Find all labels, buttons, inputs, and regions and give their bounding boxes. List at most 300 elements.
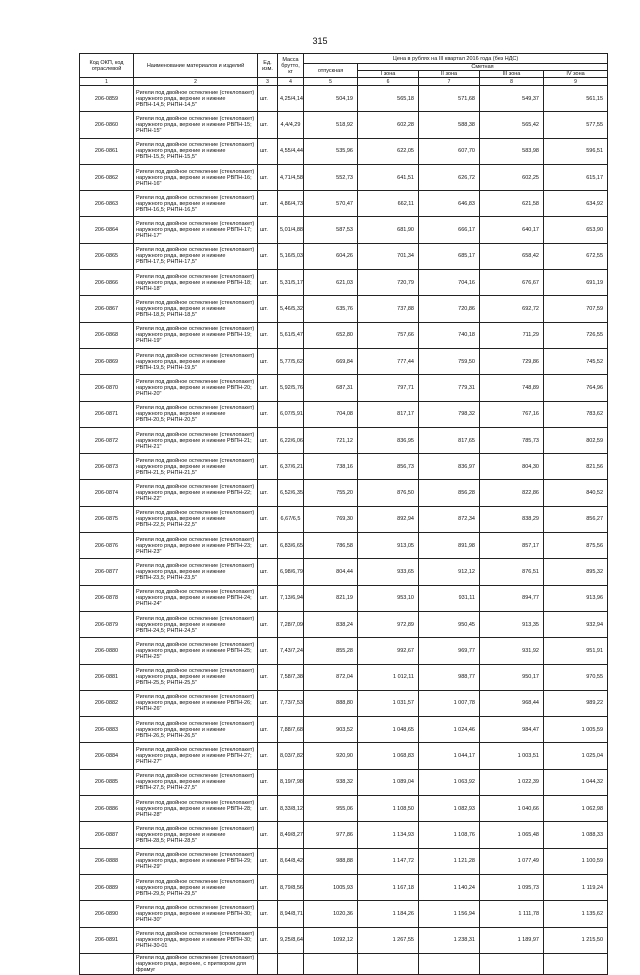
- row-mass: 8,03/7,82: [278, 743, 304, 769]
- header-estimate: Сметная: [358, 64, 608, 71]
- col-number: 5: [304, 78, 358, 86]
- table-row: [80, 690, 608, 716]
- row-release-price: 652,80: [304, 322, 358, 348]
- row-name: Ригели под двойное остекление (стеклопакет) наружного ряда, верхние и нижние РВПН-29; РНПН-29": [134, 848, 258, 874]
- row-release-price: 535,96: [304, 138, 358, 164]
- table-row: [80, 243, 608, 269]
- row-zone-1-price: 797,71: [358, 375, 419, 401]
- row-zone-2-price: 685,17: [419, 243, 480, 269]
- row-zone-4-price: 764,96: [544, 375, 608, 401]
- row-name: Ригели под двойное остекление (стеклопакет) наружного ряда, верхние и нижние РВПН-20; РНПН-20": [134, 375, 258, 401]
- row-zone-4-price: 1 100,59: [544, 848, 608, 874]
- footer-empty-cell: [258, 953, 278, 974]
- row-unit: шт.: [258, 796, 278, 822]
- row-zone-3-price: 621,58: [480, 191, 544, 217]
- row-code: 206-0859: [80, 86, 134, 112]
- row-name: Ригели под двойное остекление (стеклопакет) наружного ряда, верхние и нижние РВПН-17; РНПН-17": [134, 217, 258, 243]
- header-code: Код ОКП, код отраслевой: [80, 54, 134, 78]
- row-zone-2-price: 969,77: [419, 638, 480, 664]
- footer-empty-cell: [544, 953, 608, 974]
- row-release-price: 838,24: [304, 611, 358, 637]
- table-row: [80, 270, 608, 296]
- row-mass: 6,83/6,65: [278, 533, 304, 559]
- row-zone-4-price: 707,59: [544, 296, 608, 322]
- row-zone-2-price: 1 156,94: [419, 901, 480, 927]
- row-unit: шт.: [258, 348, 278, 374]
- row-release-price: 821,19: [304, 585, 358, 611]
- row-unit: шт.: [258, 427, 278, 453]
- row-zone-2-price: 872,34: [419, 506, 480, 532]
- row-code: 206-0876: [80, 533, 134, 559]
- row-zone-3-price: 583,98: [480, 138, 544, 164]
- row-unit: шт.: [258, 664, 278, 690]
- row-mass: 4,4/4,29: [278, 112, 304, 138]
- row-mass: 5,01/4,88: [278, 217, 304, 243]
- footer-empty-cell: [278, 953, 304, 974]
- row-release-price: 621,03: [304, 270, 358, 296]
- row-zone-1-price: 856,73: [358, 454, 419, 480]
- row-zone-4-price: 875,56: [544, 533, 608, 559]
- row-name: Ригели под двойное остекление (стеклопакет) наружного ряда, верхние и нижние РВПН-25; РНПН-25": [134, 638, 258, 664]
- header-name: Наименование материалов и изделий: [134, 54, 258, 78]
- table-row: [80, 927, 608, 953]
- header-zone-4: IV зона: [544, 71, 608, 78]
- row-unit: шт.: [258, 164, 278, 190]
- row-code: 206-0880: [80, 638, 134, 664]
- row-code: 206-0881: [80, 664, 134, 690]
- row-zone-3-price: 968,44: [480, 690, 544, 716]
- row-mass: 9,25/8,64: [278, 927, 304, 953]
- table-row: [80, 191, 608, 217]
- row-zone-1-price: 641,51: [358, 164, 419, 190]
- row-mass: 7,88/7,68: [278, 717, 304, 743]
- row-code: 206-0878: [80, 585, 134, 611]
- table-row: [80, 769, 608, 795]
- row-zone-2-price: 571,68: [419, 86, 480, 112]
- header-zone-2: II зона: [419, 71, 480, 78]
- footer-empty-cell: [304, 953, 358, 974]
- column-number-row: [80, 78, 608, 86]
- row-code: 206-0863: [80, 191, 134, 217]
- row-name: Ригели под двойное остекление (стеклопакет) наружного ряда, верхние и нижние РВПН-24; РНПН-24": [134, 585, 258, 611]
- row-zone-3-price: 767,16: [480, 401, 544, 427]
- header-zone-1: I зона: [358, 71, 419, 78]
- row-unit: шт.: [258, 480, 278, 506]
- row-zone-3-price: 658,42: [480, 243, 544, 269]
- row-release-price: 518,92: [304, 112, 358, 138]
- row-mass: 7,13/6,94: [278, 585, 304, 611]
- row-code: 206-0889: [80, 874, 134, 900]
- row-zone-2-price: 720,86: [419, 296, 480, 322]
- table-row: [80, 717, 608, 743]
- row-zone-3-price: 931,92: [480, 638, 544, 664]
- row-zone-2-price: 1 108,76: [419, 822, 480, 848]
- row-zone-1-price: 1 134,93: [358, 822, 419, 848]
- row-code: 206-0865: [80, 243, 134, 269]
- row-zone-2-price: 646,83: [419, 191, 480, 217]
- row-name: Ригели под двойное остекление (стеклопакет) наружного ряда, верхние и нижние РВПН-29,5; РНПН-29,5": [134, 874, 258, 900]
- table-row: [80, 348, 608, 374]
- row-mass: 8,64/8,42: [278, 848, 304, 874]
- row-release-price: 855,28: [304, 638, 358, 664]
- table-row: [80, 322, 608, 348]
- row-zone-2-price: 1 044,17: [419, 743, 480, 769]
- row-zone-4-price: 634,92: [544, 191, 608, 217]
- row-unit: шт.: [258, 112, 278, 138]
- row-zone-3-price: 748,89: [480, 375, 544, 401]
- row-zone-3-price: 804,30: [480, 454, 544, 480]
- row-name: Ригели под двойное остекление (стеклопакет) наружного ряда, верхние и нижние РВПН-14,5; РНПН-14,5": [134, 86, 258, 112]
- row-zone-2-price: 836,97: [419, 454, 480, 480]
- row-name: Ригели под двойное остекление (стеклопакет) наружного ряда, верхние и нижние РВПН-18,5; РНПН-18,5": [134, 296, 258, 322]
- row-zone-4-price: 1 062,98: [544, 796, 608, 822]
- row-unit: шт.: [258, 138, 278, 164]
- row-name: Ригели под двойное остекление (стеклопакет) наружного ряда, верхние и нижние РВПН-21,5; РНПН-21,5": [134, 454, 258, 480]
- row-zone-4-price: 1 215,50: [544, 927, 608, 953]
- row-zone-3-price: 950,17: [480, 664, 544, 690]
- row-zone-2-price: 1 140,24: [419, 874, 480, 900]
- row-code: 206-0877: [80, 559, 134, 585]
- row-unit: шт.: [258, 874, 278, 900]
- row-unit: шт.: [258, 638, 278, 664]
- row-mass: 7,43/7,24: [278, 638, 304, 664]
- row-zone-3-price: 1 022,39: [480, 769, 544, 795]
- header-mass: Масса брутто, кг: [278, 54, 304, 78]
- row-unit: шт.: [258, 322, 278, 348]
- row-zone-2-price: 1 082,93: [419, 796, 480, 822]
- row-name: Ригели под двойное остекление (стеклопакет) наружного ряда, верхние и нижние РВПН-20,5; РНПН-20,5": [134, 401, 258, 427]
- price-table: [79, 53, 608, 975]
- row-mass: 5,31/5,17: [278, 270, 304, 296]
- row-zone-2-price: 912,12: [419, 559, 480, 585]
- row-zone-1-price: 701,34: [358, 243, 419, 269]
- row-code: 206-0869: [80, 348, 134, 374]
- row-zone-3-price: 565,42: [480, 112, 544, 138]
- col-number: 2: [134, 78, 258, 86]
- row-zone-1-price: 953,10: [358, 585, 419, 611]
- row-mass: 6,52/6,35: [278, 480, 304, 506]
- row-unit: шт.: [258, 506, 278, 532]
- row-unit: шт.: [258, 296, 278, 322]
- row-zone-3-price: 549,37: [480, 86, 544, 112]
- row-release-price: 604,26: [304, 243, 358, 269]
- row-mass: 6,98/6,79: [278, 559, 304, 585]
- row-name: Ригели под двойное остекление (стеклопакет) наружного ряда, верхние и нижние РВПН-19; РНПН-19": [134, 322, 258, 348]
- row-release-price: 955,06: [304, 796, 358, 822]
- row-unit: шт.: [258, 769, 278, 795]
- table-row: [80, 138, 608, 164]
- row-release-price: 977,86: [304, 822, 358, 848]
- row-zone-1-price: 817,17: [358, 401, 419, 427]
- row-zone-4-price: 856,27: [544, 506, 608, 532]
- table-row: [80, 217, 608, 243]
- row-unit: шт.: [258, 533, 278, 559]
- row-zone-2-price: 1 121,28: [419, 848, 480, 874]
- footer-empty-cell: [358, 953, 419, 974]
- row-release-price: 738,16: [304, 454, 358, 480]
- row-unit: шт.: [258, 743, 278, 769]
- row-unit: шт.: [258, 927, 278, 953]
- row-release-price: 570,47: [304, 191, 358, 217]
- footer-code-cell: [80, 953, 134, 974]
- row-zone-2-price: 607,70: [419, 138, 480, 164]
- row-zone-1-price: 876,50: [358, 480, 419, 506]
- row-release-price: 769,30: [304, 506, 358, 532]
- row-name: Ригели под двойное остекление (стеклопакет) наружного ряда, верхние и нижние РВПН-22,5; РНПН-22,5": [134, 506, 258, 532]
- row-release-price: 920,90: [304, 743, 358, 769]
- table-row: [80, 296, 608, 322]
- row-zone-4-price: 1 088,33: [544, 822, 608, 848]
- table-row: [80, 454, 608, 480]
- row-name: Ригели под двойное остекление (стеклопакет) наружного ряда, верхние и нижние РВПН-27; РНПН-27": [134, 743, 258, 769]
- row-release-price: 704,08: [304, 401, 358, 427]
- row-code: 206-0886: [80, 796, 134, 822]
- row-release-price: 1092,12: [304, 927, 358, 953]
- table-row: [80, 822, 608, 848]
- row-mass: 4,86/4,73: [278, 191, 304, 217]
- row-zone-2-price: 988,77: [419, 664, 480, 690]
- row-code: 206-0891: [80, 927, 134, 953]
- row-zone-1-price: 602,28: [358, 112, 419, 138]
- row-zone-1-price: 1 068,83: [358, 743, 419, 769]
- col-number: 7: [419, 78, 480, 86]
- row-code: 206-0875: [80, 506, 134, 532]
- row-zone-1-price: 1 267,55: [358, 927, 419, 953]
- row-zone-1-price: 737,88: [358, 296, 419, 322]
- row-zone-3-price: 1 003,51: [480, 743, 544, 769]
- header-zone-3: III зона: [480, 71, 544, 78]
- row-zone-2-price: 856,28: [419, 480, 480, 506]
- row-code: 206-0890: [80, 901, 134, 927]
- row-mass: 5,46/5,32: [278, 296, 304, 322]
- row-mass: 6,67/6,5: [278, 506, 304, 532]
- table-row: [80, 86, 608, 112]
- row-mass: 8,94/8,71: [278, 901, 304, 927]
- row-unit: шт.: [258, 901, 278, 927]
- table-row: [80, 164, 608, 190]
- row-release-price: 888,80: [304, 690, 358, 716]
- row-zone-1-price: 1 108,50: [358, 796, 419, 822]
- row-unit: шт.: [258, 611, 278, 637]
- row-name: Ригели под двойное остекление (стеклопакет) наружного ряда, верхние и нижние РВПН-26; РНПН-26": [134, 690, 258, 716]
- row-mass: 8,19/7,98: [278, 769, 304, 795]
- row-unit: шт.: [258, 191, 278, 217]
- row-zone-1-price: 992,67: [358, 638, 419, 664]
- row-zone-3-price: 1 077,49: [480, 848, 544, 874]
- row-zone-1-price: 972,89: [358, 611, 419, 637]
- row-zone-1-price: 1 184,26: [358, 901, 419, 927]
- row-zone-3-price: 602,25: [480, 164, 544, 190]
- row-release-price: 872,04: [304, 664, 358, 690]
- row-zone-1-price: 1 089,04: [358, 769, 419, 795]
- row-release-price: 721,12: [304, 427, 358, 453]
- row-release-price: 903,52: [304, 717, 358, 743]
- row-code: 206-0887: [80, 822, 134, 848]
- row-code: 206-0874: [80, 480, 134, 506]
- table-row: [80, 796, 608, 822]
- row-release-price: 587,53: [304, 217, 358, 243]
- row-code: 206-0888: [80, 848, 134, 874]
- row-code: 206-0883: [80, 717, 134, 743]
- row-zone-4-price: 821,56: [544, 454, 608, 480]
- row-release-price: 669,84: [304, 348, 358, 374]
- row-zone-1-price: 681,90: [358, 217, 419, 243]
- row-name: Ригели под двойное остекление (стеклопакет) наружного ряда, верхние и нижние РВПН-23,5; РНПН-23,5": [134, 559, 258, 585]
- row-code: 206-0870: [80, 375, 134, 401]
- row-zone-3-price: 676,67: [480, 270, 544, 296]
- row-name: Ригели под двойное остекление (стеклопакет) наружного ряда, верхние и нижние РВПН-25,5; РНПН-25,5": [134, 664, 258, 690]
- table-footer-row: [80, 953, 608, 974]
- row-zone-2-price: 950,45: [419, 611, 480, 637]
- row-zone-3-price: 1 040,66: [480, 796, 544, 822]
- row-zone-1-price: 1 167,18: [358, 874, 419, 900]
- row-unit: шт.: [258, 585, 278, 611]
- row-mass: 5,16/5,03: [278, 243, 304, 269]
- row-zone-3-price: 913,35: [480, 611, 544, 637]
- row-name: Ригели под двойное остекление (стеклопакет) наружного ряда, верхние и нижние РВПН-23; РНПН-23": [134, 533, 258, 559]
- row-zone-4-price: 691,19: [544, 270, 608, 296]
- row-zone-2-price: 626,72: [419, 164, 480, 190]
- footer-name-cell: Ригели под двойное остекление (стеклопакет) наружного ряда, верхние, с притвором для фрамуг: [134, 953, 258, 974]
- col-number: 4: [278, 78, 304, 86]
- row-zone-1-price: 1 147,72: [358, 848, 419, 874]
- page-number: 315: [312, 36, 328, 46]
- row-release-price: 938,32: [304, 769, 358, 795]
- row-unit: шт.: [258, 375, 278, 401]
- row-zone-2-price: 798,32: [419, 401, 480, 427]
- row-zone-2-price: 891,98: [419, 533, 480, 559]
- table-row: [80, 874, 608, 900]
- table-row: [80, 585, 608, 611]
- row-zone-4-price: 783,62: [544, 401, 608, 427]
- row-zone-4-price: 1 005,59: [544, 717, 608, 743]
- row-zone-4-price: 989,22: [544, 690, 608, 716]
- row-zone-4-price: 561,15: [544, 86, 608, 112]
- table-row: [80, 112, 608, 138]
- table-row: [80, 743, 608, 769]
- row-mass: 6,22/6,06: [278, 427, 304, 453]
- row-zone-1-price: 757,66: [358, 322, 419, 348]
- row-name: Ригели под двойное остекление (стеклопакет) наружного ряда, верхние и нижние РВПН-28,5; РНПН-28,5": [134, 822, 258, 848]
- row-zone-3-price: 876,51: [480, 559, 544, 585]
- row-code: 206-0866: [80, 270, 134, 296]
- row-code: 206-0885: [80, 769, 134, 795]
- row-zone-1-price: 1 048,65: [358, 717, 419, 743]
- row-unit: шт.: [258, 690, 278, 716]
- row-name: Ригели под двойное остекление (стеклопакет) наружного ряда, верхние и нижние РВПН-22; РНПН-22": [134, 480, 258, 506]
- row-release-price: 804,44: [304, 559, 358, 585]
- row-zone-2-price: 1 007,78: [419, 690, 480, 716]
- row-zone-4-price: 895,32: [544, 559, 608, 585]
- row-zone-4-price: 1 119,24: [544, 874, 608, 900]
- row-unit: шт.: [258, 848, 278, 874]
- row-code: 206-0860: [80, 112, 134, 138]
- row-zone-3-price: 729,86: [480, 348, 544, 374]
- row-unit: шт.: [258, 243, 278, 269]
- table-row: [80, 559, 608, 585]
- row-unit: шт.: [258, 217, 278, 243]
- row-zone-1-price: 662,11: [358, 191, 419, 217]
- row-mass: 8,79/8,56: [278, 874, 304, 900]
- row-name: Ригели под двойное остекление (стеклопакет) наружного ряда, верхние и нижние РВПН-15; РНПН-15": [134, 112, 258, 138]
- row-mass: 5,61/5,47: [278, 322, 304, 348]
- row-name: Ригели под двойное остекление (стеклопакет) наружного ряда, верхние и нижние РВПН-18; РНПН-18": [134, 270, 258, 296]
- row-release-price: 552,73: [304, 164, 358, 190]
- row-release-price: 786,58: [304, 533, 358, 559]
- row-release-price: 687,31: [304, 375, 358, 401]
- row-code: 206-0862: [80, 164, 134, 190]
- header-release: отпускная: [304, 64, 358, 78]
- row-name: Ригели под двойное остекление (стеклопакет) наружного ряда, верхние и нижние РВПН-16; РНПН-16": [134, 164, 258, 190]
- table-row: [80, 401, 608, 427]
- row-release-price: 635,76: [304, 296, 358, 322]
- row-unit: шт.: [258, 559, 278, 585]
- row-zone-1-price: 933,65: [358, 559, 419, 585]
- row-release-price: 504,19: [304, 86, 358, 112]
- row-zone-4-price: 672,55: [544, 243, 608, 269]
- row-unit: шт.: [258, 717, 278, 743]
- row-unit: шт.: [258, 401, 278, 427]
- row-zone-3-price: 1 189,97: [480, 927, 544, 953]
- row-mass: 7,73/7,53: [278, 690, 304, 716]
- row-mass: 8,33/8,12: [278, 796, 304, 822]
- table-body: [80, 86, 608, 954]
- row-unit: шт.: [258, 822, 278, 848]
- row-release-price: 988,88: [304, 848, 358, 874]
- table-row: [80, 375, 608, 401]
- row-unit: шт.: [258, 270, 278, 296]
- row-mass: 7,58/7,38: [278, 664, 304, 690]
- row-zone-1-price: 720,79: [358, 270, 419, 296]
- row-zone-3-price: 711,29: [480, 322, 544, 348]
- col-number: 9: [544, 78, 608, 86]
- row-zone-2-price: 817,65: [419, 427, 480, 453]
- row-zone-3-price: 1 065,48: [480, 822, 544, 848]
- row-mass: 6,07/5,91: [278, 401, 304, 427]
- row-code: 206-0868: [80, 322, 134, 348]
- row-zone-1-price: 836,95: [358, 427, 419, 453]
- row-unit: шт.: [258, 86, 278, 112]
- row-zone-2-price: 1 238,31: [419, 927, 480, 953]
- row-name: Ригели под двойное остекление (стеклопакет) наружного ряда, верхние и нижние РВПН-21; РНПН-21": [134, 427, 258, 453]
- row-code: 206-0884: [80, 743, 134, 769]
- row-mass: 4,25/4,14: [278, 86, 304, 112]
- row-zone-4-price: 970,55: [544, 664, 608, 690]
- table-row: [80, 611, 608, 637]
- row-zone-2-price: 588,38: [419, 112, 480, 138]
- col-number: 1: [80, 78, 134, 86]
- row-zone-4-price: 1 135,62: [544, 901, 608, 927]
- row-zone-3-price: 640,17: [480, 217, 544, 243]
- row-zone-2-price: 1 024,46: [419, 717, 480, 743]
- table-row: [80, 664, 608, 690]
- row-name: Ригели под двойное остекление (стеклопакет) наружного ряда, верхние и нижние РВПН-30; РНПН-30-01: [134, 927, 258, 953]
- row-zone-2-price: 740,18: [419, 322, 480, 348]
- row-name: Ригели под двойное остекление (стеклопакет) наружного ряда, верхние и нижние РВПН-30; РНПН-30": [134, 901, 258, 927]
- row-zone-4-price: 840,52: [544, 480, 608, 506]
- row-zone-3-price: 785,73: [480, 427, 544, 453]
- row-name: Ригели под двойное остекление (стеклопакет) наружного ряда, верхние и нижние РВПН-28; РНПН-28": [134, 796, 258, 822]
- row-zone-2-price: 666,17: [419, 217, 480, 243]
- row-zone-2-price: 759,50: [419, 348, 480, 374]
- row-mass: 4,55/4,44: [278, 138, 304, 164]
- row-name: Ригели под двойное остекление (стеклопакет) наружного ряда, верхние и нижние РВПН-24,5; РНПН-24,5": [134, 611, 258, 637]
- row-code: 206-0864: [80, 217, 134, 243]
- row-zone-1-price: 1 012,11: [358, 664, 419, 690]
- row-zone-4-price: 1 025,04: [544, 743, 608, 769]
- row-zone-3-price: 1 095,73: [480, 874, 544, 900]
- row-mass: 7,28/7,09: [278, 611, 304, 637]
